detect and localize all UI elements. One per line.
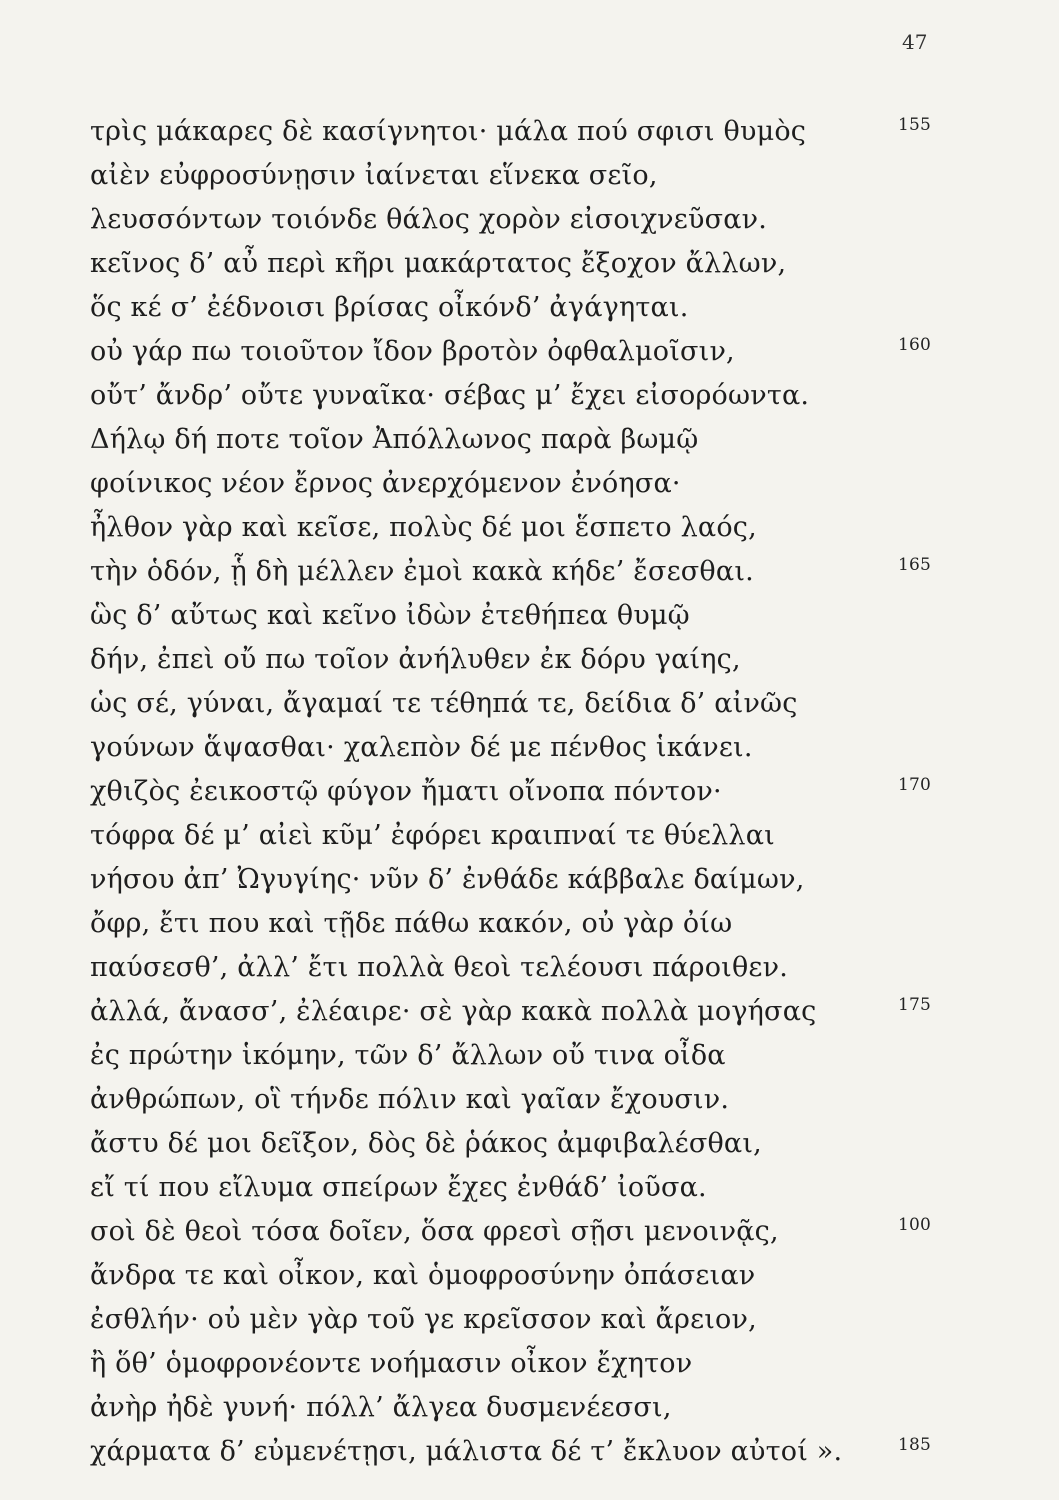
- verse-text: εἴ τί που εἴλυμα σπείρων ἔχες ἐνθάδ’ ἰοῦσα.: [90, 1172, 707, 1203]
- verse-line: [90, 1298, 910, 1342]
- verse-line: [90, 1254, 910, 1298]
- verse-text: σοὶ δὲ θεοὶ τόσα δοῖεν, ὅσα φρεσὶ σῇσι μενοινᾷς,: [90, 1216, 779, 1247]
- verse-text: γούνων ἅψασθαι· χαλεπὸν δέ με πένθος ἱκάνει.: [90, 732, 753, 763]
- verse-line: [90, 726, 910, 770]
- verse-text: φοίνικος νέον ἔρνος ἀνερχόμενον ἐνόησα·: [90, 468, 681, 499]
- verse-line: [90, 506, 910, 550]
- verse-text: χθιζὸς ἐεικοστῷ φύγον ἤματι οἴνοπα πόντον·: [90, 776, 722, 807]
- verse-text: νήσου ἀπ’ Ὠγυγίης· νῦν δ’ ἐνθάδε κάββαλε δαίμων,: [90, 864, 805, 895]
- verse-text: ἢ ὅθ’ ὁμοφρονέοντε νοήμασιν οἶκον ἔχητον: [90, 1348, 693, 1379]
- verse-text: κεῖνος δ’ αὖ περὶ κῆρι μακάρτατος ἔξοχον ἄλλων,: [90, 248, 787, 279]
- verse-line: [90, 1342, 910, 1386]
- verse-line: [90, 198, 910, 242]
- page-number: 47: [902, 30, 928, 54]
- verse-line: [90, 1166, 910, 1210]
- line-number: 165: [898, 555, 932, 575]
- verse-line: [90, 1430, 932, 1474]
- verse-line: [90, 594, 910, 638]
- verse-line: [90, 418, 910, 462]
- line-number: 100: [898, 1215, 932, 1235]
- verse-text: χάρματα δ’ εὐμενέτῃσι, μάλιστα δέ τ’ ἔκλυον αὐτοί ».: [90, 1436, 843, 1467]
- verse-text: λευσσόντων τοιόνδε θάλος χορὸν εἰσοιχνεῦσαν.: [90, 204, 768, 235]
- verse-line: [90, 770, 932, 814]
- verse-text: ἄστυ δέ μοι δεῖξον, δὸς δὲ ῥάκος ἀμφιβαλέσθαι,: [90, 1128, 762, 1159]
- verse-line: [90, 154, 910, 198]
- verse-text: οὐ γάρ πω τοιοῦτον ἴδον βροτὸν ὀφθαλμοῖσιν,: [90, 336, 735, 367]
- verse-line: [90, 946, 910, 990]
- verse-line: [90, 1122, 910, 1166]
- verse-text: ὡς σέ, γύναι, ἄγαμαί τε τέθηπά τε, δείδια δ’ αἰνῶς: [90, 688, 798, 719]
- verse-block: [90, 110, 932, 1474]
- verse-text: τρὶς μάκαρες δὲ κασίγνητοι· μάλα πού σφισι θυμὸς: [90, 116, 807, 147]
- verse-text: ὅς κέ σ’ ἐέδνοισι βρίσας οἶκόνδ’ ἀγάγηται.: [90, 292, 689, 323]
- verse-line: [90, 990, 932, 1034]
- verse-text: ὣς δ’ αὔτως καὶ κεῖνο ἰδὼν ἐτεθήπεα θυμῷ: [90, 600, 690, 631]
- verse-line: [90, 638, 910, 682]
- verse-text: ἐσθλήν· οὐ μὲν γὰρ τοῦ γε κρεῖσσον καὶ ἄρειον,: [90, 1304, 757, 1335]
- verse-line: [90, 902, 910, 946]
- verse-line: [90, 374, 910, 418]
- verse-text: Δήλῳ δή ποτε τοῖον Ἀπόλλωνος παρὰ βωμῷ: [90, 424, 699, 455]
- verse-line: [90, 462, 910, 506]
- line-number: 175: [898, 995, 932, 1015]
- verse-text: τὴν ὁδόν, ᾗ δὴ μέλλεν ἐμοὶ κακὰ κήδε’ ἔσεσθαι.: [90, 556, 754, 587]
- line-number: 155: [898, 115, 932, 135]
- verse-text: αἰὲν εὐφροσύνῃσιν ἰαίνεται εἵνεκα σεῖο,: [90, 160, 658, 191]
- verse-text: ἄνδρα τε καὶ οἶκον, καὶ ὁμοφροσύνην ὀπάσειαν: [90, 1260, 756, 1291]
- verse-line: [90, 110, 932, 154]
- verse-text: δήν, ἐπεὶ οὔ πω τοῖον ἀνήλυθεν ἐκ δόρυ γαίης,: [90, 644, 741, 675]
- verse-text: ἀνθρώπων, οἳ τήνδε πόλιν καὶ γαῖαν ἔχουσιν.: [90, 1084, 730, 1115]
- verse-text: ἀνὴρ ἠδὲ γυνή· πόλλ’ ἄλγεα δυσμενέεσσι,: [90, 1392, 672, 1423]
- verse-line: [90, 1210, 932, 1254]
- verse-line: [90, 330, 932, 374]
- verse-line: [90, 1034, 910, 1078]
- verse-text: παύσεσθ’, ἀλλ’ ἔτι πολλὰ θεοὶ τελέουσι πάροιθεν.: [90, 952, 788, 983]
- verse-line: [90, 1386, 910, 1430]
- verse-text: ἀλλά, ἄνασσ’, ἐλέαιρε· σὲ γὰρ κακὰ πολλὰ μογήσας: [90, 996, 817, 1027]
- verse-line: [90, 550, 932, 594]
- line-number: 170: [898, 775, 932, 795]
- verse-line: [90, 286, 910, 330]
- verse-text: ὄφρ, ἔτι που καὶ τῇδε πάθω κακόν, οὐ γὰρ ὀίω: [90, 908, 733, 939]
- line-number: 160: [898, 335, 932, 355]
- verse-line: [90, 858, 910, 902]
- verse-text: ἦλθον γὰρ καὶ κεῖσε, πολὺς δέ μοι ἕσπετο λαός,: [90, 512, 757, 543]
- verse-line: [90, 682, 910, 726]
- verse-text: οὔτ’ ἄνδρ’ οὔτε γυναῖκα· σέβας μ’ ἔχει εἰσορόωντα.: [90, 380, 810, 411]
- verse-text: τόφρα δέ μ’ αἰεὶ κῦμ’ ἐφόρει κραιπναί τε θύελλαι: [90, 820, 775, 851]
- line-number: 185: [898, 1435, 932, 1455]
- verse-line: [90, 814, 910, 858]
- verse-line: [90, 242, 910, 286]
- verse-text: ἐς πρώτην ἱκόμην, τῶν δ’ ἄλλων οὔ τινα οἶδα: [90, 1040, 726, 1071]
- verse-line: [90, 1078, 910, 1122]
